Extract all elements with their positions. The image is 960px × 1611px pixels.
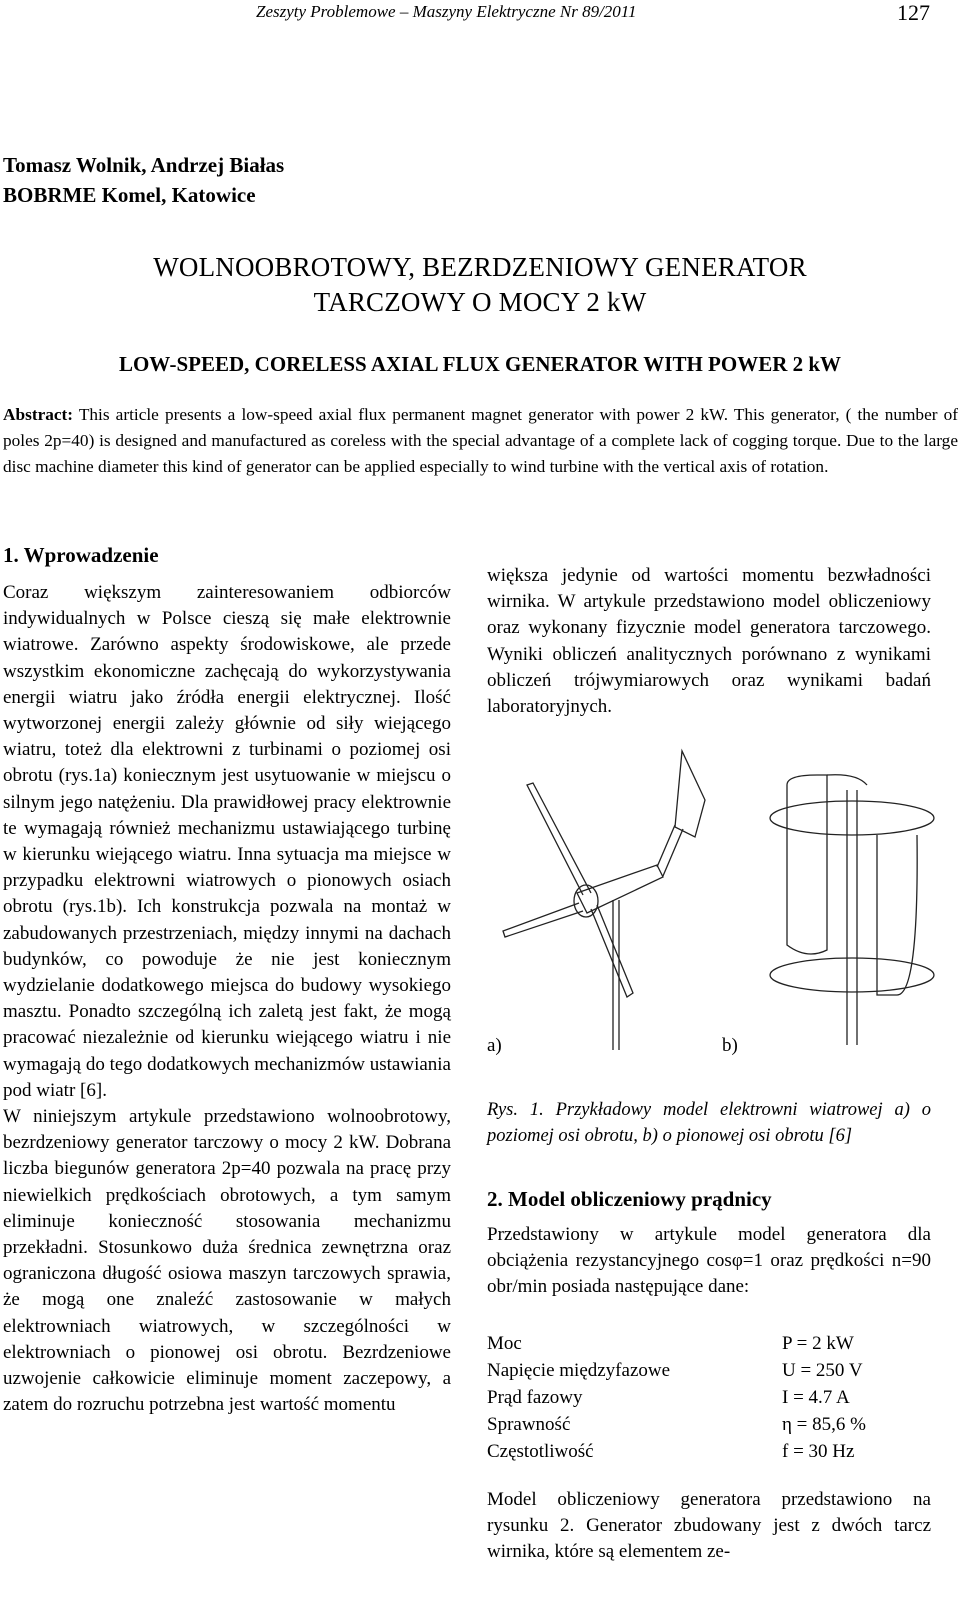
param-name: Napięcie międzyfazowe: [487, 1360, 671, 1381]
param-name: Prąd fazowy: [487, 1387, 583, 1408]
param-value: P = 2 kW: [782, 1333, 854, 1354]
abstract-label: Abstract:: [3, 405, 74, 424]
figure-drawing: [487, 745, 937, 1055]
figure-caption: Rys. 1. Przykładowy model elektrowni wiatrowej a) o poziomej osi obrotu, b) o pionowej osi obrotu [6]: [487, 1100, 931, 1146]
param-row: [487, 1357, 866, 1384]
intro-paragraph-1: Coraz większym zainteresowaniem odbiorców indywidualnych w Polsce cieszą się małe elektrownie wiatrowe. Zarówno aspekty środowiskowe, ale przede wszystkim ekonomiczne zachęcają do wykorzystywania energii wiatru jako źródła energii elektrycznej. Ilość wytworzonej energii zależy głównie od siły wiejącego wiatru, toteż dla elektrowni z turbinami o poziomej osi obrotu (rys.1a) koniecznym jest usytuowanie w miejscu o silnym jego natężeniu. Dla prawidłowej pracy elektrownie te wymagają również mechanizmu ustawiającego turbinę w kierunku wiejącego wiatru. Inna sytuacja ma miejsce w przypadku elektrowni wiatrowych o pionowych osiach obrotu (rys.1b). Ich konstrukcja pozwala na montaż w zabudowanych przestrzeniach, między innymi na dachach budynków, co powoduje że nie jest koniecznym wydzielanie dodatkowego miejsca do budowy wysokiego masztu. Ponadto szczególną ich zaletą jest fakt, że mogą pracować niezależnie od kierunku wiejącego wiatru i nie wymagają do tego dodatkowych mechanizmów ustawiania pod wiatr [6].: [3, 582, 451, 1101]
vertical-axis-turbine-drawing: [770, 775, 934, 1045]
param-value: U = 250 V: [782, 1360, 863, 1381]
author-names: Tomasz Wolnik, Andrzej Białas: [3, 153, 285, 177]
section2-final-paragraph: Model obliczeniowy generatora przedstawiono na rysunku 2. Generator zbudowany jest z dwóch tarcz wirnika, które są elementem ze-: [487, 1489, 931, 1563]
title-english: LOW-SPEED, CORELESS AXIAL FLUX GENERATOR WITH POWER 2 kW: [118, 352, 842, 376]
param-value: η = 85,6 %: [782, 1414, 866, 1435]
title-polish-line1: WOLNOOBROTOWY, BEZRDZENIOWY GENERATOR: [153, 252, 807, 282]
param-row: [487, 1438, 866, 1465]
abstract: [3, 402, 958, 480]
section2-intro: Przedstawiony w artykule model generatora dla obciążenia rezystancyjnego cosφ=1 oraz prędkości n=90 obr/min posiada następujące dane:: [487, 1224, 931, 1298]
param-name: Sprawność: [487, 1414, 571, 1435]
abstract-text: This article presents a low-speed axial flux permanent magnet generator with power 2 kW. This generator, ( the number of poles 2p=40) is designed and manufactured as coreless with the special advantage of a complete lack of cogging torque. Due to the large disc machine diameter this kind of generator can be applied especially to wind turbine with the vertical axis of rotation.: [3, 405, 958, 476]
author-block: [3, 150, 284, 210]
title-polish: [0, 250, 960, 320]
figure-label-a: a): [487, 1035, 502, 1056]
left-column: [3, 580, 451, 1419]
title-polish-line2: TARCZOWY O MOCY 2 kW: [313, 287, 647, 317]
running-header-journal: Zeszyty Problemowe – Maszyny Elektryczne Nr 89/2011: [256, 2, 637, 21]
section-heading-introduction: 1. Wprowadzenie: [3, 543, 159, 567]
section-heading-model: 2. Model obliczeniowy prądnicy: [487, 1187, 772, 1211]
parameters-table: [487, 1330, 866, 1465]
param-value: f = 30 Hz: [782, 1441, 855, 1462]
param-row: [487, 1330, 866, 1357]
intro-paragraph-2: W niniejszym artykule przedstawiono wolnoobrotowy, bezrdzeniowy generator tarczowy o mocy 2 kW. Dobrana liczba biegunów generatora 2p=40 pozwala na pracę przy niewielkich prędkościach obrotowych, a tym samym eliminuje konieczność stosowania mechanizmu przekładni. Stosunkowo duża średnica zewnętrzna oraz ograniczona długość osiowa maszyn tarczowych sprawia, że mogą one znaleźć zastosowanie w małych elektrowniach wiatrowych, w szczególności w elektrowniach o pionowej osi obrotu. Bezrdzeniowe uzwojenie całkowicie eliminuje moment zaczepowy, a zatem do rozruchu potrzebna jest wartość momentu: [3, 1106, 451, 1416]
param-name: Moc: [487, 1333, 522, 1354]
right-column-continuation: [487, 563, 931, 720]
page-number: 127: [897, 0, 930, 25]
author-affiliation: BOBRME Komel, Katowice: [3, 183, 256, 207]
figure-wind-turbines: [487, 745, 937, 1055]
horizontal-axis-turbine-drawing: [503, 751, 705, 1050]
param-row: [487, 1411, 866, 1438]
intro-paragraph-continuation: większa jedynie od wartości momentu bezwładności wirnika. W artykule przedstawiono model obliczeniowy oraz wykonany fizycznie model generatora tarczowego. Wyniki obliczeń analitycznych porównano z wynikami obliczeń trójwymiarowych oraz wynikami badań laboratoryjnych.: [487, 565, 931, 718]
figure-label-b: b): [722, 1035, 738, 1056]
param-name: Częstotliwość: [487, 1441, 594, 1462]
param-row: [487, 1384, 866, 1411]
param-value: I = 4.7 A: [782, 1387, 850, 1408]
